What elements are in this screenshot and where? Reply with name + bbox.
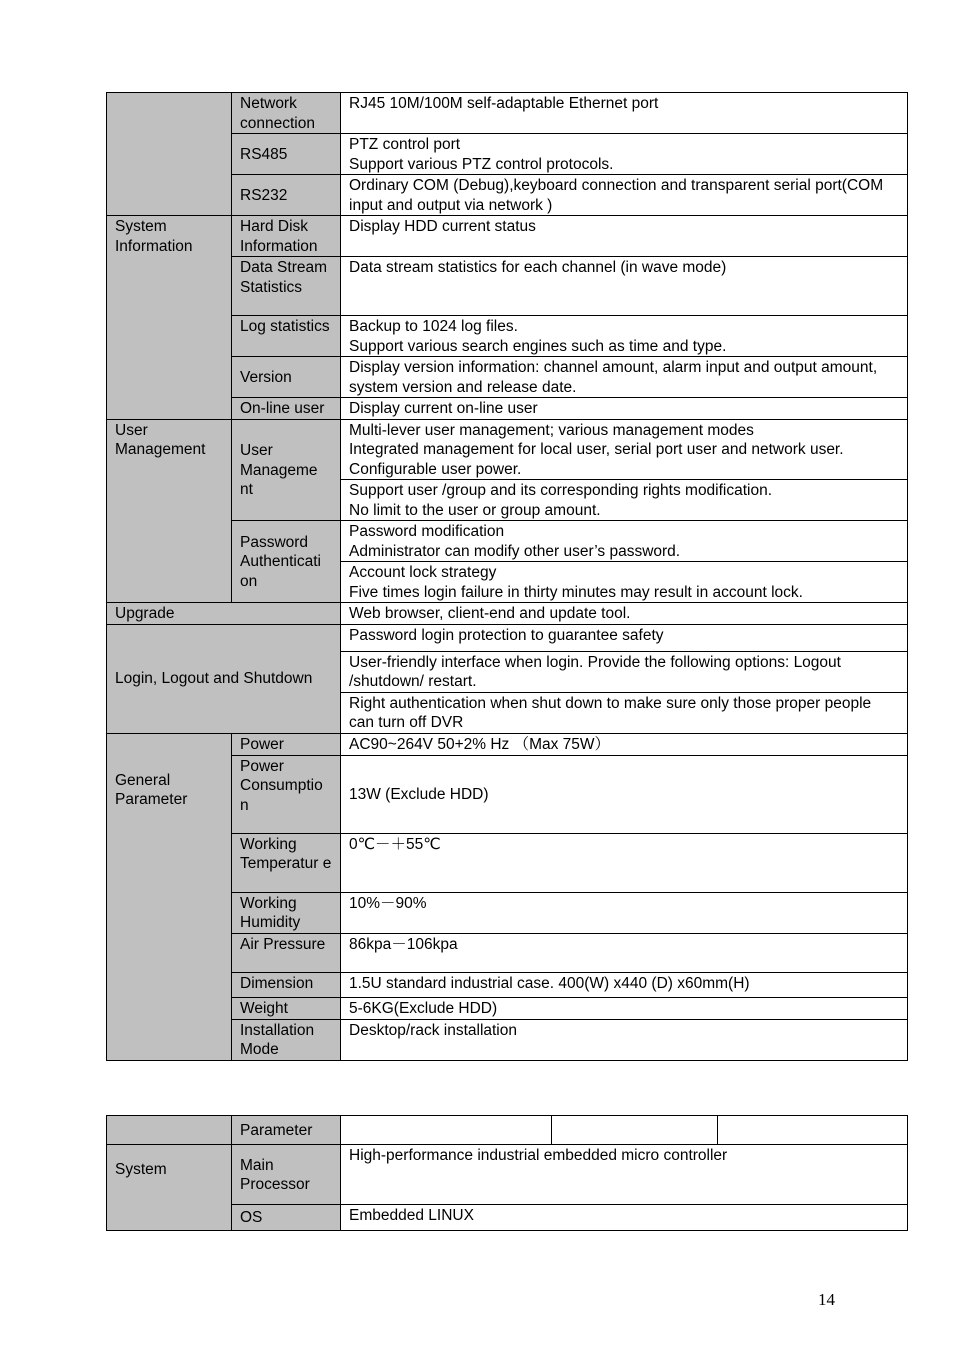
installation-mode-desc: Desktop/rack installation <box>341 1019 908 1060</box>
login-desc-3: Right authentication when shut down to make sure only those proper people can turn off DVR <box>341 692 908 733</box>
log-statistics-label: Log statistics <box>232 316 341 357</box>
upgrade-label: Upgrade <box>107 603 341 625</box>
working-temperature-label: Working Temperatur e <box>232 833 341 892</box>
version-desc: Display version information: channel amount, alarm input and output amount, system version and release date. <box>341 357 908 398</box>
user-management-sub-label: User Manageme nt <box>232 419 341 521</box>
page-number: 14 <box>818 1290 835 1309</box>
password-desc-c: Password modification Administrator can modify other user’s password. <box>341 521 908 562</box>
user-management-desc-b: Support user /group and its corresponding rights modification. No limit to the user or group amount. <box>341 480 908 521</box>
data-stream-label: Data Stream Statistics <box>232 257 341 316</box>
login-desc-1: Password login protection to guarantee safety <box>341 624 908 651</box>
power-label: Power <box>232 733 341 755</box>
data-stream-desc: Data stream statistics for each channel (in wave mode) <box>341 257 908 316</box>
login-desc-2: User-friendly interface when login. Provide the following options: Logout /shutdown/ restart. <box>341 651 908 692</box>
air-pressure-label: Air Pressure <box>232 933 341 972</box>
weight-label: Weight <box>232 997 341 1019</box>
installation-mode-label: Installation Mode <box>232 1019 341 1060</box>
user-management-desc-a: Multi-lever user management; various management modes Integrated management for local user, serial port user and network user. Configurable user power. <box>341 419 908 480</box>
air-pressure-desc: 86kpa－106kpa <box>341 933 908 972</box>
hard-disk-label: Hard Disk Information <box>232 216 341 257</box>
password-desc-d: Account lock strategy Five times login failure in thirty minutes may result in account lock. <box>341 562 908 603</box>
user-management-label: User Management <box>107 419 232 603</box>
power-consumption-label: Power Consumptio n <box>232 755 341 833</box>
weight-desc: 5-6KG(Exclude HDD) <box>341 997 908 1019</box>
rs232-label: RS232 <box>232 175 341 216</box>
rs485-label: RS485 <box>232 134 341 175</box>
spec-table-2 <box>106 1115 908 1231</box>
hard-disk-desc: Display HDD current status <box>341 216 908 257</box>
online-user-label: On-line user <box>232 398 341 420</box>
online-user-desc: Display current on-line user <box>341 398 908 420</box>
power-desc: AC90~264V 50+2% Hz （Max 75W） <box>341 733 908 755</box>
spec-table-1 <box>106 92 908 1061</box>
main-processor-label: Main Processor <box>232 1145 341 1205</box>
network-connection-label: Network connection <box>232 93 341 134</box>
main-processor-desc: High-performance industrial embedded micro controller <box>341 1145 908 1205</box>
general-parameter-label: General Parameter <box>107 733 232 1060</box>
rs232-desc: Ordinary COM (Debug),keyboard connection and transparent serial port(COM input and output via network ) <box>341 175 908 216</box>
os-label: OS <box>232 1205 341 1231</box>
rs485-desc: PTZ control port Support various PTZ control protocols. <box>341 134 908 175</box>
empty-header-cell <box>107 1116 232 1145</box>
empty-header-cell <box>552 1116 718 1145</box>
network-connection-desc: RJ45 10M/100M self-adaptable Ethernet port <box>341 93 908 134</box>
working-humidity-desc: 10%－90% <box>341 892 908 933</box>
dimension-label: Dimension <box>232 972 341 997</box>
working-temperature-desc: 0℃－＋55℃ <box>341 833 908 892</box>
log-statistics-desc: Backup to 1024 log files. Support various search engines such as time and type. <box>341 316 908 357</box>
dimension-desc: 1.5U standard industrial case. 400(W) x440 (D) x60mm(H) <box>341 972 908 997</box>
version-label: Version <box>232 357 341 398</box>
empty-header-cell <box>718 1116 908 1145</box>
parameter-header: Parameter <box>232 1116 341 1145</box>
login-logout-shutdown-label: Login, Logout and Shutdown <box>107 624 341 733</box>
password-authentication-label: Password Authenticati on <box>232 521 341 603</box>
working-humidity-label: Working Humidity <box>232 892 341 933</box>
empty-header-cell <box>341 1116 552 1145</box>
os-desc: Embedded LINUX <box>341 1205 908 1231</box>
empty-category-cell <box>107 93 232 216</box>
power-consumption-desc: 13W (Exclude HDD) <box>341 755 908 833</box>
system-information-label: System Information <box>107 216 232 420</box>
upgrade-desc: Web browser, client-end and update tool. <box>341 603 908 625</box>
system-label: System <box>107 1145 232 1231</box>
